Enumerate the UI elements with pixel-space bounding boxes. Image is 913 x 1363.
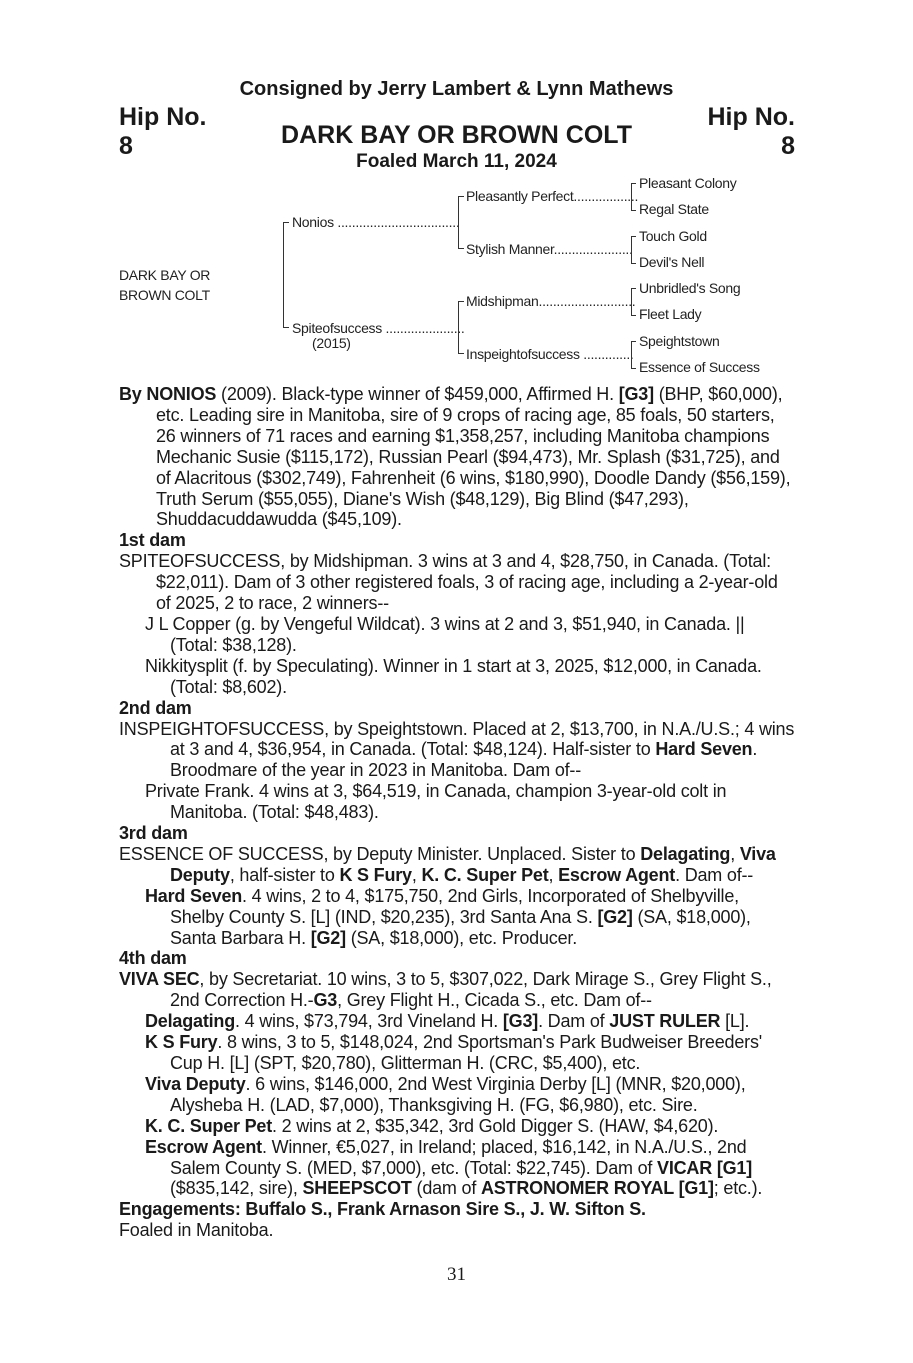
pedigree-subject-line: DARK BAY OR [119,267,211,283]
pedigree-sire-dam: Stylish Manner...................... [466,241,633,257]
horse-title: DARK BAY OR BROWN COLT [281,121,632,149]
horse-name: VICAR [G1] [657,1157,753,1178]
pedigree-dam: Spiteofsuccess ...................... [292,320,465,336]
fourth-dam-heading: 4th dam [119,948,187,969]
engagements: Engagements: Buffalo S., Frank Arnason Sire S., J. W. Sifton S. [119,1199,646,1220]
horse-name: ASTRONOMER ROYAL [G1] [480,1178,714,1199]
horse-name: K. C. Super Pet [145,1115,273,1136]
pedigree-ggparent: Pleasant Colony [639,175,737,191]
foaled-location: Foaled in Manitoba. [119,1220,274,1241]
horse-name: Viva Deputy [170,843,776,885]
pedigree-dam-sire: Midshipman........................... [466,293,636,309]
grade-badge: G3 [313,990,338,1011]
pedigree-ggparent: Essence of Success [639,359,760,375]
horse-name: Hard Seven [655,739,753,760]
grade-badge: [G2] [310,927,346,948]
text: , [411,864,422,885]
foal-entry: J L Copper (g. by Vengeful Wildcat). 3 wins at 2 and 3, $51,940, in Canada. || (Total: $38,128). [145,613,745,655]
pedigree-ggparent: Touch Gold [639,228,707,244]
text: ($835,142, sire), [170,1178,303,1199]
horse-name: Hard Seven [145,885,243,906]
foal-entry [119,1137,795,1200]
third-dam-paragraph [119,844,795,886]
sire-paragraph [119,384,795,530]
third-dam-heading: 3rd dam [119,823,188,844]
pedigree-subject [119,267,210,303]
catalog-body [119,384,795,1241]
text: . 6 wins, $146,000, 2nd West Virginia Derby [L] (MNR, $20,000), Alysheba H. (LAD, $7,000), Thanksgiving H. (FG, $6,980), etc. Sire. [170,1073,746,1115]
sire-name: By NONIOS [119,384,217,404]
horse-name: Delagating [640,843,731,864]
fourth-dam-paragraph [119,969,795,1011]
horse-name: Escrow Agent [145,1136,262,1157]
hip-number: 8 [119,132,133,160]
text: , [548,864,559,885]
foal-entry: Nikkitysplit (f. by Speculating). Winner in 1 start at 3, 2025, $12,000, in Canada. (Total: $8,602). [145,655,762,697]
foal-entry [119,886,795,949]
second-dam-heading: 2nd dam [119,697,192,718]
text: (2009). Black-type winner of $459,000, Affirmed H. [216,384,619,404]
text: [L]. [720,1011,750,1032]
consignor-line: Consigned by Jerry Lambert & Lynn Mathews [239,78,674,100]
first-dam-heading: 1st dam [119,530,186,551]
horse-name: SHEEPSCOT [302,1178,412,1199]
text: . 4 wins, 2 to 4, $175,750, 2nd Girls, Incorporated of Shelbyville, Shelby County S. [L] (IND, $20,235), 3rd Santa Ana S. [170,885,739,927]
text: . 8 wins, 3 to 5, $148,024, 2nd Sportsman's Park Budweiser Breeders' Cup H. [L] (SPT, $20,780), Glitterman H. (CRC, $5,400), etc. [170,1032,762,1073]
text: . Dam of-- [675,864,754,885]
hip-number: 8 [781,132,795,160]
pedigree-ggparent: Speightstown [639,333,720,349]
pedigree-dam-year: (2015) [312,335,351,351]
foal-entry [119,1011,795,1032]
page-number: 31 [447,1264,466,1285]
horse-name: K. C. Super Pet [421,864,549,885]
text: . Broodmare of the year in 2023 in Manitoba. Dam of-- [170,739,758,781]
pedigree-sire-sire: Pleasantly Perfect.................. [466,188,639,204]
first-dam-paragraph: SPITEOFSUCCESS, by Midshipman. 3 wins at 3 and 4, $28,750, in Canada. (Total: $22,011). Dam of 3 other registered foals, 3 of racing age, including a 2-year-old of 2025, 2 to race, 2 winners-- [119,551,778,614]
text: , half-sister to [229,864,340,885]
pedigree-dam-dam: Inspeightofsuccess .............. [466,346,634,362]
text: INSPEIGHTOFSUCCESS, by Speightstown. Placed at 2, $13,700, in N.A./U.S.; 4 wins at 3 and 4, $36,954, in Canada. (Total: $48,124). Half-sister to [119,718,795,760]
pedigree-ggparent: Fleet Lady [639,306,702,322]
text: (BHP, $60,000), etc. Leading sire in Manitoba, sire of 9 crops of racing age, 85 foals, 50 starters, 26 winners of 71 races and earning $1,358,257, including Manitoba champions Mechanic Susie ($115,172), Russian Pearl ($94,473), Mr. Splash ($31,725), and of Alacritous ($302,749), Fahrenheit (6 wins, $180,990), Doodle Dandy ($56,159), Truth Serum ($55,055), Diane's Wish ($48,129), Big Blind ($47,293), Shuddacuddawudda ($45,109). [156,384,791,530]
horse-name: JUST RULER [609,1011,721,1032]
foal-entry [119,1032,795,1074]
grade-badge: [G3] [618,384,654,404]
foal-entry [119,1116,795,1137]
text: . Dam of [538,1011,610,1032]
grade-badge: [G2] [597,906,633,927]
text: ESSENCE OF SUCCESS, by Deputy Minister. Unplaced. Sister to [119,843,641,864]
pedigree-ggparent: Unbridled's Song [639,280,741,296]
pedigree-sire: Nonios .................................. [292,214,460,230]
text: . 2 wins at 2, $35,342, 3rd Gold Digger S. (HAW, $4,620). [272,1115,719,1136]
pedigree-ggparent: Regal State [639,201,709,217]
text: (SA, $18,000), etc. Producer. [345,927,578,948]
text: . Winner, €5,027, in Ireland; placed, $16,142, in N.A./U.S., 2nd Salem County S. (MED, $7,000), etc. (Total: $22,745). Dam of [170,1136,747,1178]
horse-name: Escrow Agent [558,864,676,885]
text: (dam of [411,1178,481,1199]
text: , [730,843,740,864]
grade-badge: [G3] [502,1011,539,1032]
horse-name: K S Fury [145,1032,218,1053]
horse-name: VIVA SEC [119,969,200,990]
text: . 4 wins, $73,794, 3rd Vineland H. [235,1011,503,1032]
text: , by Secretariat. 10 wins, 3 to 5, $307,022, Dark Mirage S., Grey Flight S., 2nd Correction H.- [170,969,772,1011]
text: ; etc.). [713,1178,763,1199]
text: , Grey Flight H., Cicada S., etc. Dam of-- [337,990,652,1011]
pedigree-subject-line: BROWN COLT [119,287,210,303]
horse-name: Viva Deputy [145,1073,246,1094]
hip-label: Hip No. [119,103,207,131]
text: (SA, $18,000), Santa Barbara H. [170,906,751,948]
foal-entry: Private Frank. 4 wins at 3, $64,519, in Canada, champion 3-year-old colt in Manitoba. (Total: $48,483). [145,781,727,823]
hip-label: Hip No. [707,103,795,131]
pedigree-ggparent: Devil's Nell [639,254,705,270]
foal-entry [119,1074,795,1116]
second-dam-paragraph [119,719,795,782]
horse-name: Delagating [145,1011,236,1032]
foaled-date: Foaled March 11, 2024 [356,151,557,172]
horse-name: K S Fury [339,864,412,885]
